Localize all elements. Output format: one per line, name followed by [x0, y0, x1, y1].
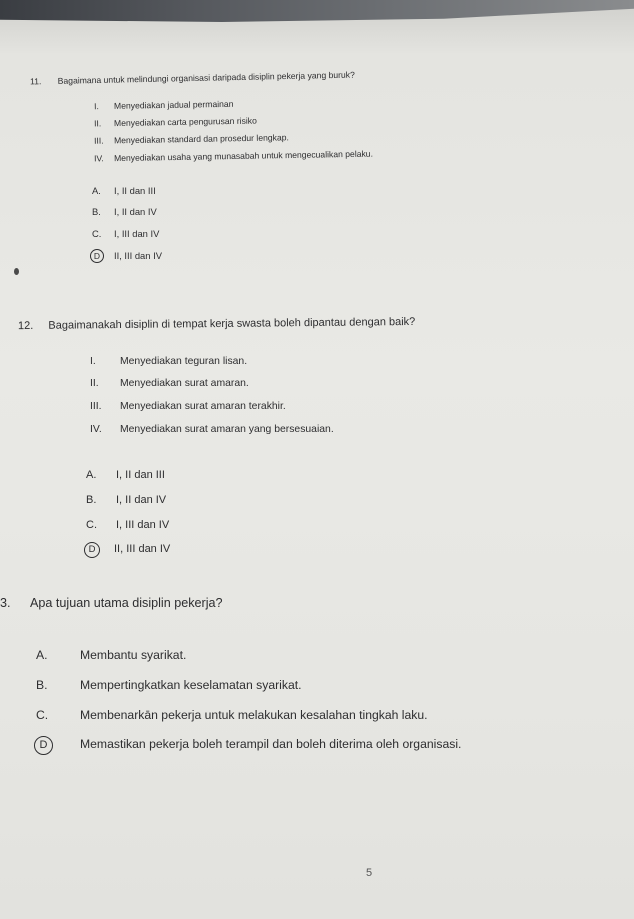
- option-letter: C.: [86, 519, 97, 531]
- option-d-selected[interactable]: [34, 736, 461, 755]
- option-c[interactable]: [36, 708, 428, 722]
- statement-text: Menyediakan jadual permainan: [113, 98, 234, 111]
- option-letter: A.: [92, 185, 101, 196]
- option-a[interactable]: [36, 648, 186, 662]
- question-13-stem: [0, 596, 223, 610]
- option-letter: C.: [36, 708, 49, 722]
- statement-text: Menyediakan teguran lisan.: [120, 356, 248, 367]
- statement-text: Menyediakan surat amaran.: [120, 378, 249, 389]
- option-letter: A.: [36, 648, 48, 662]
- option-text: I, II dan IV: [116, 494, 167, 506]
- option-text: I, III dan IV: [114, 228, 160, 239]
- option-text: Membantu syarikat.: [80, 648, 187, 662]
- option-b[interactable]: [36, 678, 302, 692]
- option-text: II, III dan IV: [114, 250, 162, 261]
- question-text: Bagaimana untuk melindungi organisasi daripada disiplin pekerja yang buruk?: [57, 69, 355, 86]
- option-text: II, III dan IV: [114, 543, 171, 555]
- statement-roman: II.: [93, 118, 102, 129]
- statement-text: Menyediakan surat amaran terakhir.: [120, 401, 286, 412]
- option-text: Membenarkān pekerja untuk melakukan kesalahan tingkah laku.: [80, 708, 428, 722]
- statement-roman: I.: [90, 356, 96, 367]
- statement-text: Menyediakan surat amaran yang bersesuaian.: [120, 424, 334, 435]
- option-letter: B.: [86, 494, 97, 506]
- option-letter: B.: [36, 678, 48, 692]
- question-text: Bagaimanakah disiplin di tempat kerja swasta boleh dipantau dengan baik?: [48, 315, 416, 332]
- answer-circle: D: [84, 542, 100, 558]
- page-number: 5: [366, 867, 373, 879]
- statement-roman: II.: [90, 378, 99, 389]
- statement-roman: I.: [93, 101, 99, 112]
- option-text: I, II dan III: [116, 469, 165, 481]
- statement-text: Menyediakan carta pengurusan risiko: [113, 115, 257, 129]
- option-text: I, II dan IV: [114, 206, 157, 217]
- option-letter: A.: [86, 469, 97, 481]
- question-text: Apa tujuan utama disiplin pekerja?: [30, 596, 223, 610]
- option-letter: C.: [92, 228, 102, 239]
- option-text: I, III dan IV: [116, 519, 170, 531]
- option-text: Mempertingkatkan keselamatan syarikat.: [80, 678, 302, 692]
- statement-text: Menyediakan standard dan prosedur lengkap.: [113, 132, 289, 146]
- option-text: Memastikan pekerja boleh terampil dan boleh diterima oleh organisasi.: [80, 737, 462, 751]
- answer-circle: D: [90, 249, 104, 263]
- question-number: 3.: [0, 596, 11, 610]
- answer-circle: D: [34, 736, 53, 755]
- question-number: 12.: [17, 319, 34, 333]
- statement-text: Menyediakan usaha yang munasabah untuk mengecualikan pelaku.: [113, 148, 374, 164]
- option-text: I, II dan III: [114, 185, 156, 196]
- question-number: 11.: [29, 76, 42, 87]
- statement-roman: IV.: [93, 153, 104, 164]
- statement-roman: III.: [93, 135, 104, 146]
- statement-roman: IV.: [90, 424, 102, 435]
- statement-roman: III.: [90, 401, 102, 412]
- option-letter: B.: [92, 206, 101, 217]
